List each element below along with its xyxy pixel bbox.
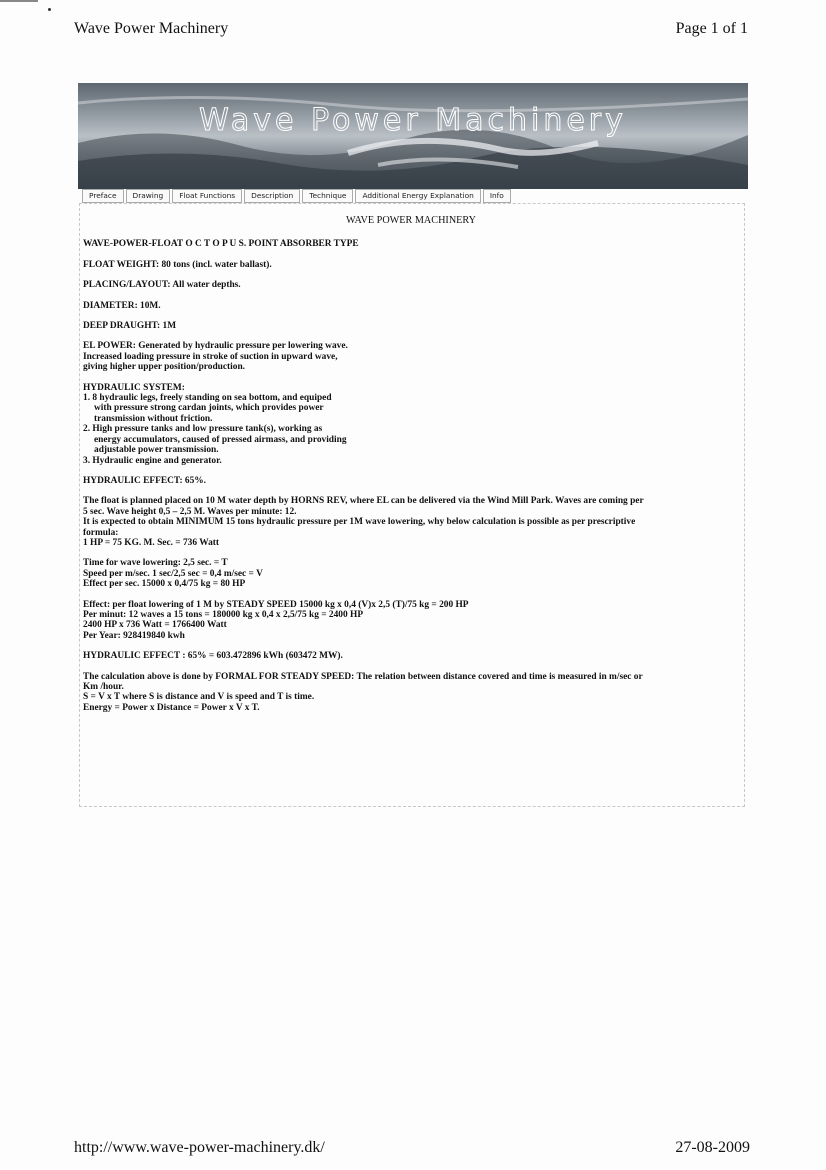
effect-calc-line: Per Year: 928419840 kwh: [83, 630, 185, 641]
scan-dot: [48, 8, 51, 11]
tab-technique[interactable]: Technique: [302, 189, 353, 203]
banner-title: Wave Power Machinery: [199, 103, 627, 138]
el-power-line: EL POWER: Generated by hydraulic pressure per lowering wave.: [83, 341, 348, 352]
deep-draught: DEEP DRAUGHT: 1M: [83, 321, 177, 332]
scan-corner-mark: [0, 0, 38, 2]
time-calc-line: Effect per sec. 15000 x 0,4/75 kg = 80 HP: [83, 579, 246, 590]
tab-description[interactable]: Description: [244, 189, 300, 203]
print-footer: [74, 1139, 750, 1161]
hydraulic-item-3: 3. Hydraulic engine and generator.: [83, 455, 222, 466]
tab-preface[interactable]: Preface: [82, 189, 124, 203]
hydraulic-item-1: 1. 8 hydraulic legs, freely standing on sea bottom, and equiped: [83, 393, 332, 404]
float-type: WAVE-POWER-FLOAT O C T O P U S. POINT ABSORBER TYPE: [83, 239, 359, 250]
hydraulic-effect: HYDRAULIC EFFECT: 65%.: [83, 475, 207, 486]
float-planned-line: 5 sec. Wave height 0,5 – 2,5 M. Waves per minute: 12.: [83, 506, 297, 517]
description-content: [83, 216, 739, 713]
hydraulic-item-2-cont: adjustable power transmission.: [94, 445, 219, 456]
hydraulic-effect-total: HYDRAULIC EFFECT : 65% = 603.472896 kWh (603472 MW).: [83, 651, 343, 662]
footer-date: 27-08-2009: [675, 1139, 750, 1156]
el-power-line: Increased loading pressure in stroke of suction in upward wave,: [83, 351, 338, 362]
print-header-title: Wave Power Machinery: [74, 20, 229, 37]
formula-line: Km /hour.: [83, 682, 124, 692]
time-calc-line: Time for wave lowering: 2,5 sec. = T: [83, 558, 228, 569]
formula-line: S = V x T where S is distance and V is speed and T is time.: [83, 692, 315, 703]
site-banner: [78, 83, 748, 189]
el-power-line: giving higher upper position/production.: [83, 362, 246, 373]
print-header-page-number: Page 1 of 1: [675, 20, 748, 37]
formula-line: Energy = Power x Distance = Power x V x T.: [83, 702, 260, 713]
tab-float-functions[interactable]: Float Functions: [172, 189, 242, 203]
effect-calc-line: Per minut: 12 waves a 15 tons = 180000 kg x 0,4 x 2,5/75 kg = 2400 HP: [83, 609, 364, 620]
nav-tabs: [82, 189, 513, 203]
page-title: WAVE POWER MACHINERY: [346, 215, 476, 226]
time-calc-line: Speed per m/sec. 1 sec/2,5 sec = 0,4 m/sec = V: [83, 568, 263, 579]
effect-calc-line: Effect: per float lowering of 1 M by STEADY SPEED 15000 kg x 0,4 (V)x 2,5 (T)/75 kg = 200 HP: [83, 599, 469, 610]
hydraulic-item-1-cont: transmission without friction.: [94, 413, 213, 424]
tab-info[interactable]: Info: [483, 189, 511, 203]
print-header: [74, 20, 748, 42]
float-planned-line: It is expected to obtain MINIMUM 15 tons hydraulic pressure per 1M wave lowering, why below calculation is possible as per prescriptive: [83, 517, 636, 528]
hydraulic-system-heading: HYDRAULIC SYSTEM:: [83, 382, 185, 393]
float-weight: FLOAT WEIGHT: 80 tons (incl. water ballast).: [83, 259, 272, 270]
float-planned-line: formula:: [83, 527, 119, 538]
placing-layout: PLACING/LAYOUT: All water depths.: [83, 280, 241, 291]
formula-line: The calculation above is done by FORMAL FOR STEADY SPEED: The relation between distance covered and time is measured in m/sec or: [83, 671, 643, 682]
float-planned-line: The float is planned placed on 10 M water depth by HORNS REV, where EL can be delivered via the Wind Mill Park. Waves are coming per: [83, 496, 644, 507]
diameter: DIAMETER: 10M.: [83, 300, 161, 311]
hydraulic-item-2-cont: energy accumulators, caused of pressed airmass, and providing: [94, 434, 347, 445]
effect-calc-line: 2400 HP x 736 Watt = 1766400 Watt: [83, 620, 227, 631]
float-planned-line: 1 HP = 75 KG. M. Sec. = 736 Watt: [83, 537, 220, 548]
footer-url: http://www.wave-power-machinery.dk/: [74, 1139, 325, 1156]
hydraulic-item-1-cont: with pressure strong cardan joints, which provides power: [94, 403, 324, 414]
tab-drawing[interactable]: Drawing: [126, 189, 171, 203]
hydraulic-item-2: 2. High pressure tanks and low pressure tank(s), working as: [83, 424, 323, 435]
tab-additional-energy-explanation[interactable]: Additional Energy Explanation: [355, 189, 480, 203]
